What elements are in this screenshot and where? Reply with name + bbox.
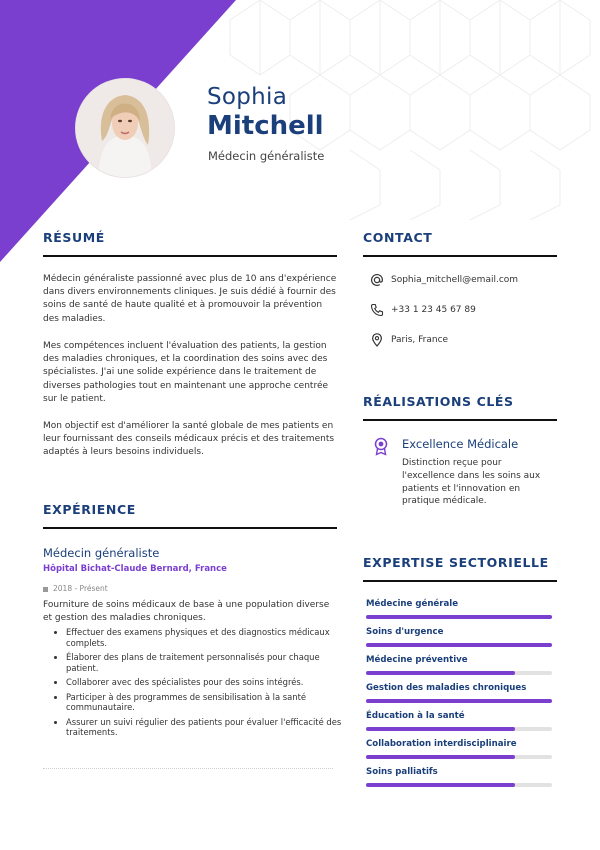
summary-divider xyxy=(43,255,337,257)
summary-heading: RÉSUMÉ xyxy=(43,230,105,245)
skill-bar-fill xyxy=(366,699,552,703)
skill-bar xyxy=(366,699,552,703)
contact-location-text: Paris, France xyxy=(391,335,449,345)
contact-email[interactable] xyxy=(370,273,518,287)
summary-paragraph-1: Médecin généraliste passionné avec plus de 10 ans d'expérience dans divers environnements cliniques. Je suis dédié à fournir des soins de santé de haute qualité et à promouvoir la prévention des maladies. xyxy=(43,274,337,324)
skill-bar-fill xyxy=(366,727,515,731)
experience-end-divider xyxy=(43,768,333,769)
contact-phone[interactable] xyxy=(370,303,476,317)
achievement-description: Distinction reçue pour l'excellence dans les soins aux patients et l'innovation en pratique médicale. xyxy=(402,458,541,507)
summary-paragraph-2: Mes compétences incluent l'évaluation des patients, la gestion des maladies chroniques, et la coordination des soins avec des spécialistes. J'ai une solide expérience dans le traitement de diverses pathologies tout en maintenant une approche centrée sur le patient. xyxy=(43,341,329,404)
list-item: • Assurer un suivi régulier des patients pour évaluer l'efficacité des traitements. xyxy=(66,717,351,738)
skill-bar xyxy=(366,755,552,759)
achievements-heading: RÉALISATIONS CLÉS xyxy=(363,394,514,409)
skill-bar-fill xyxy=(366,643,552,647)
experience-dates xyxy=(43,584,108,593)
skill-bar-fill xyxy=(366,783,515,787)
experience-bullet-list xyxy=(49,627,351,742)
skill-bar-fill xyxy=(366,615,552,619)
contact-phone-text: +33 1 23 45 67 89 xyxy=(391,305,476,315)
contact-divider xyxy=(363,255,557,257)
job-title: Médecin généraliste xyxy=(208,149,325,163)
skill-bar xyxy=(366,783,552,787)
achievements-divider xyxy=(363,419,557,421)
list-item: • Effectuer des examens physiques et des diagnostics médicaux complets. xyxy=(66,627,351,648)
date-bullet-icon xyxy=(43,587,48,592)
skill-bar xyxy=(366,727,552,731)
skill-label: Gestion des maladies chroniques xyxy=(366,683,527,693)
list-item: • Collaborer avec des spécialistes pour des soins intégrés. xyxy=(66,677,351,688)
expertise-heading: EXPERTISE SECTORIELLE xyxy=(363,555,549,570)
award-medal-icon xyxy=(372,437,390,457)
first-name: Sophia xyxy=(207,84,288,110)
phone-icon xyxy=(370,303,384,317)
contact-location xyxy=(370,333,448,347)
list-item: • Participer à des programmes de sensibilisation à la santé communautaire. xyxy=(66,692,351,713)
experience-role: Médecin généraliste xyxy=(43,546,160,560)
last-name: Mitchell xyxy=(207,111,324,141)
list-item: • Élaborer des plans de traitement personnalisés pour chaque patient. xyxy=(66,652,351,673)
skill-bar-fill xyxy=(366,671,515,675)
experience-dates-text: 2018 - Présent xyxy=(53,584,108,593)
experience-heading: EXPÉRIENCE xyxy=(43,502,136,517)
skill-label: Collaboration interdisciplinaire xyxy=(366,739,517,749)
contact-email-text: Sophia_mitchell@email.com xyxy=(391,275,519,285)
location-pin-icon xyxy=(370,333,384,347)
at-icon xyxy=(370,273,384,287)
skill-label: Médecine générale xyxy=(366,599,459,609)
achievement-title: Excellence Médicale xyxy=(402,437,519,451)
skill-bar-fill xyxy=(366,755,515,759)
skill-label: Médecine préventive xyxy=(366,655,468,665)
contact-heading: CONTACT xyxy=(363,230,433,245)
skill-label: Éducation à la santé xyxy=(366,711,465,721)
profile-photo xyxy=(76,79,174,177)
experience-divider xyxy=(43,527,337,529)
skill-bar xyxy=(366,643,552,647)
expertise-divider xyxy=(363,580,557,582)
experience-summary: Fourniture de soins médicaux de base à une population diverse et gestion des maladies chroniques. xyxy=(43,600,330,623)
skill-label: Soins d'urgence xyxy=(366,627,444,637)
experience-employer: Hôpital Bichat-Claude Bernard, France xyxy=(43,564,227,574)
summary-paragraph-3: Mon objectif est d'améliorer la santé globale de mes patients en leur fournissant des conseils médicaux précis et des traitements adaptés à leurs besoins individuels. xyxy=(43,421,335,458)
skill-label: Soins palliatifs xyxy=(366,767,438,777)
skill-bar xyxy=(366,671,552,675)
skill-bar xyxy=(366,615,552,619)
